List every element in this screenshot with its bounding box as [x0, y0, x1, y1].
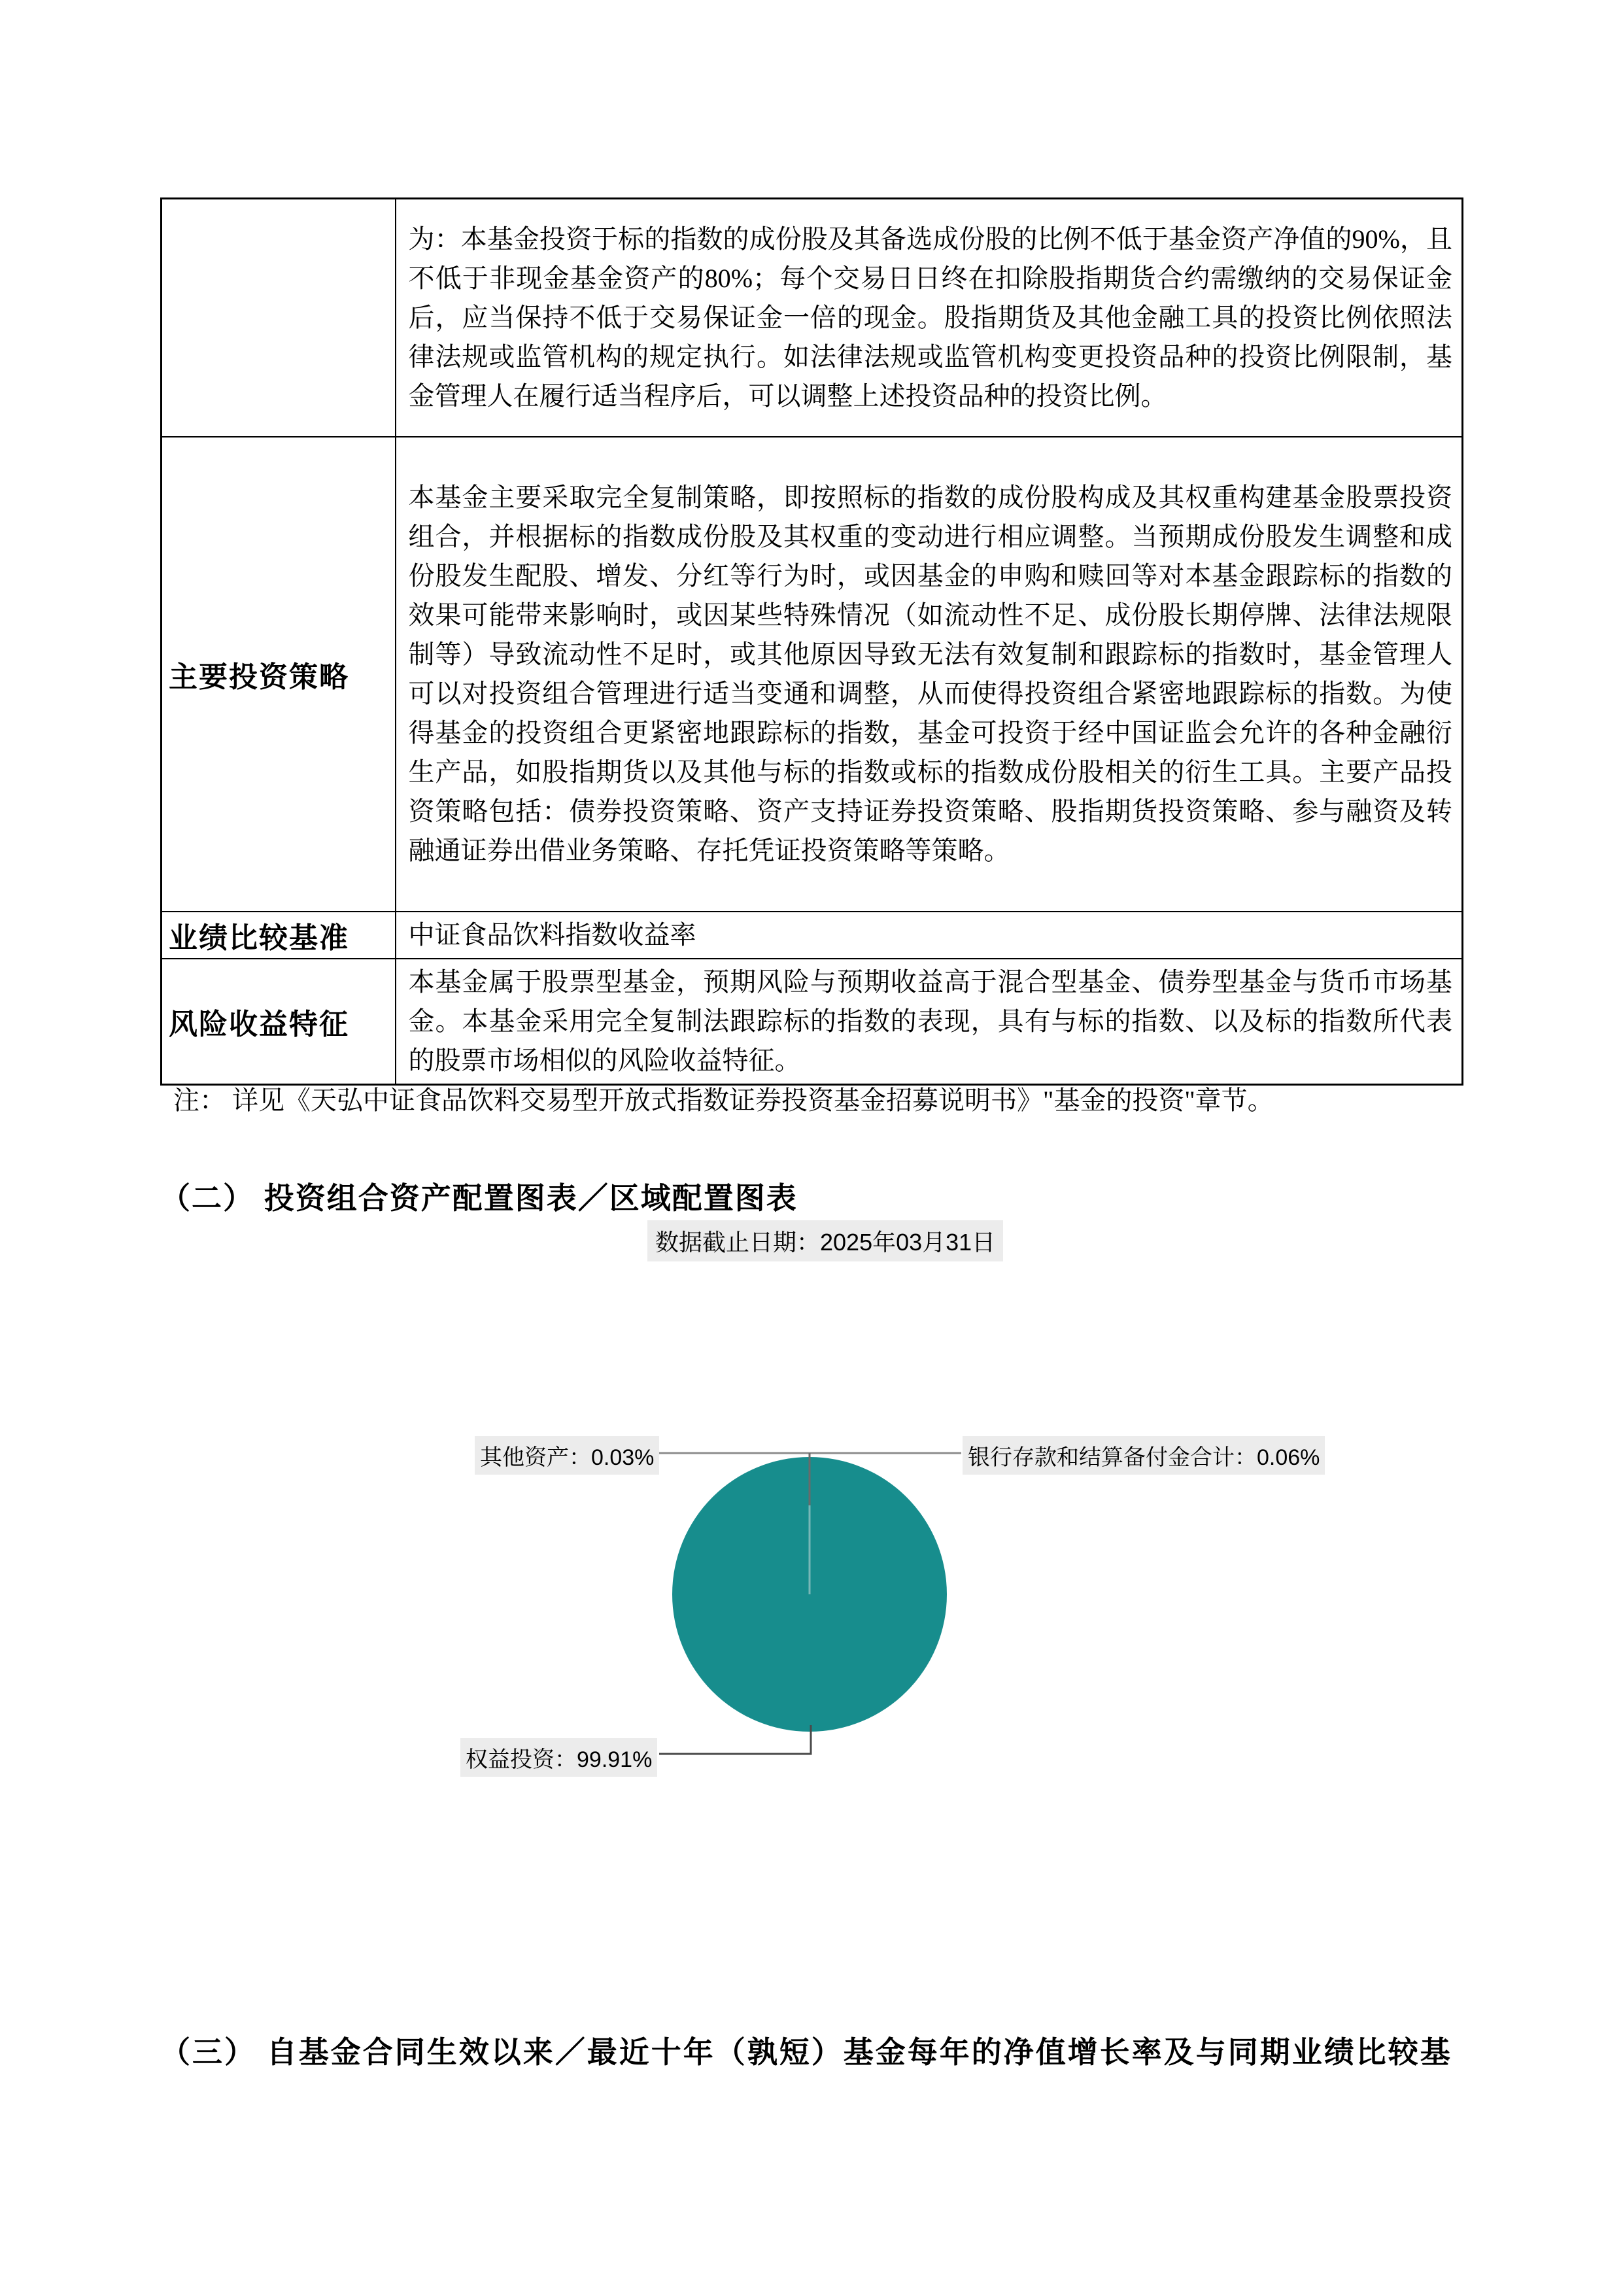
row-content-risk-return: 本基金属于股票型基金，预期风险与预期收益高于混合型基金、债券型基金与货币市场基金。本基金采用完全复制法跟踪标的指数的表现，具有与标的指数、以及标的指数所代表的股票市场相似的风险收益特征。	[396, 959, 1463, 1085]
pie-label-other-assets: 其他资产：0.03%	[475, 1436, 659, 1475]
note-text: 注： 详见《天弘中证食品饮料交易型开放式指数证券投资基金招募说明书》"基金的投资"章节。	[173, 1086, 1274, 1115]
section-2-heading: （二） 投资组合资产配置图表／区域配置图表	[160, 1181, 798, 1215]
row-label-benchmark: 业绩比较基准	[162, 912, 396, 959]
table-row	[162, 912, 1463, 959]
table-row	[162, 437, 1463, 912]
table-row	[162, 199, 1463, 437]
pie-label-equity: 权益投资：99.91%	[460, 1738, 657, 1777]
row-content-benchmark: 中证食品饮料指数收益率	[396, 912, 1463, 959]
row-label-main-strategy: 主要投资策略	[162, 437, 396, 912]
table-row	[162, 959, 1463, 1085]
row-label-empty	[162, 199, 396, 437]
fund-info-table	[160, 197, 1463, 1086]
row-content-main-strategy: 本基金主要采取完全复制策略，即按照标的指数的成份股构成及其权重构建基金股票投资组合，并根据标的指数成份股及其权重的变动进行相应调整。当预期成份股发生调整和成份股发生配股、增发、分红等行为时，或因基金的申购和赎回等对本基金跟踪标的指数的效果可能带来影响时，或因某些特殊情况（如流动性不足、成份股长期停牌、法律法规限制等）导致流动性不足时，或其他原因导致无法有效复制和跟踪标的指数时，基金管理人可以对投资组合管理进行适当变通和调整，从而使得投资组合紧密地跟踪标的指数。为使得基金的投资组合更紧密地跟踪标的指数，基金可投资于经中国证监会允许的各种金融衍生产品，如股指期货以及其他与标的指数或标的指数成份股相关的衍生工具。主要产品投资策略包括：债券投资策略、资产支持证券投资策略、股指期货投资策略、参与融资及转融通证券出借业务策略、存托凭证投资策略等策略。	[396, 437, 1463, 912]
chart-date-label: 数据截止日期：2025年03月31日	[647, 1220, 1003, 1261]
pie-chart	[458, 1426, 1373, 1792]
section-3-heading: （三） 自基金合同生效以来／最近十年（孰短）基金每年的净值增长率及与同期业绩比较基	[160, 2035, 1452, 2069]
row-label-risk-return: 风险收益特征	[162, 959, 396, 1085]
pie-label-bank-deposits: 银行存款和结算备付金合计：0.06%	[963, 1436, 1325, 1475]
row-content-investment-ratio: 为：本基金投资于标的指数的成份股及其备选成份股的比例不低于基金资产净值的90%，且不低于非现金基金资产的80%；每个交易日日终在扣除股指期货合约需缴纳的交易保证金后，应当保持不低于交易保证金一倍的现金。股指期货及其他金融工具的投资比例依照法律法规或监管机构的规定执行。如法律法规或监管机构变更投资品种的投资比例限制，基金管理人在履行适当程序后，可以调整上述投资品种的投资比例。	[396, 199, 1463, 437]
